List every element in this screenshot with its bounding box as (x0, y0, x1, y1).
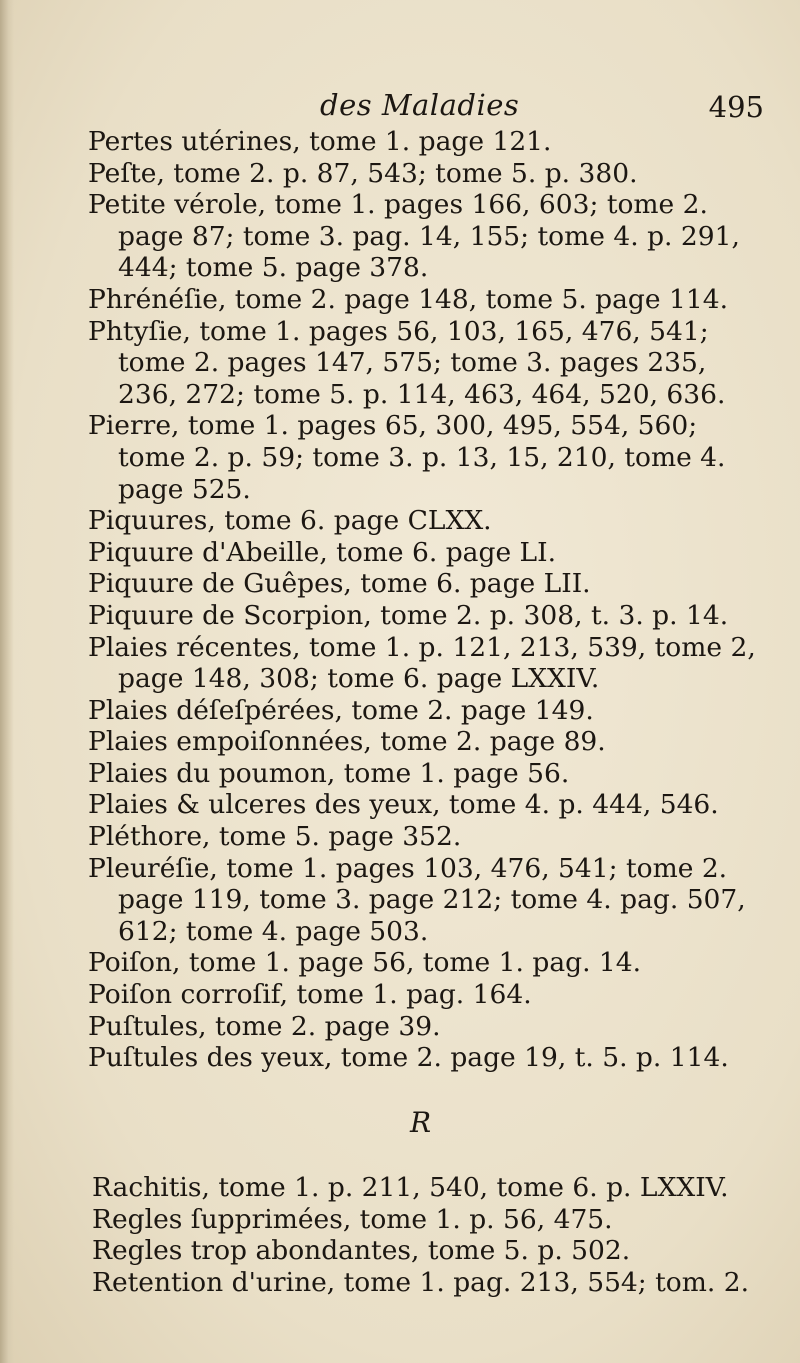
entry-continuation-line: 612; tome 4. page 503. (118, 915, 429, 947)
index-entry (92, 1267, 782, 1299)
entry-line: Petite vérole, tome 1. pages 166, 603; tome 2. (88, 189, 708, 221)
index-entry (92, 1204, 782, 1236)
index-entry (88, 979, 778, 1011)
index-entry (88, 947, 778, 979)
entry-line: Plaies empoiſonnées, tome 2. page 89. (88, 726, 606, 758)
index-entry (88, 158, 778, 190)
index-entry (88, 1042, 778, 1074)
index-entry (88, 284, 778, 316)
index-entries-r (92, 1172, 782, 1298)
entry-line: Plaies du poumon, tome 1. page 56. (88, 757, 570, 789)
index-entry (88, 695, 778, 727)
entry-line: Pléthore, tome 5. page 352. (88, 821, 462, 853)
entry-line: Piquure de Guêpes, tome 6. page LII. (88, 568, 591, 600)
entry-line: Piquure d'Abeille, tome 6. page LI. (88, 536, 557, 568)
index-entry (88, 126, 778, 158)
entry-line: Phtyſie, tome 1. pages 56, 103, 165, 476, 541; (88, 315, 709, 347)
entry-line: Poiſon corroſif, tome 1. pag. 164. (88, 979, 532, 1011)
index-entry (88, 505, 778, 537)
index-entry (88, 821, 778, 853)
entry-line: Peſte, tome 2. p. 87, 543; tome 5. p. 380. (88, 157, 638, 189)
index-entry (88, 410, 778, 505)
entry-continuation-line: page 148, 308; tome 6. page LXXIV. (118, 663, 600, 695)
entry-line: Pertes utérines, tome 1. page 121. (88, 126, 552, 157)
entry-continuation-line: page 525. (118, 473, 251, 505)
entry-line: Puſtules, tome 2. page 39. (88, 1010, 441, 1042)
index-entry (88, 189, 778, 284)
entry-line: Regles trop abondantes, tome 5. p. 502. (92, 1235, 631, 1267)
entry-continuation-line: page 87; tome 3. pag. 14, 155; tome 4. p. 291, (118, 220, 740, 252)
index-entry (88, 600, 778, 632)
index-entry (88, 789, 778, 821)
entry-line: Phrénéſie, tome 2. page 148, tome 5. page 114. (88, 283, 728, 315)
running-head (88, 88, 778, 128)
entry-line: Piquures, tome 6. page CLXX. (88, 505, 492, 537)
entry-line: Plaies déſeſpérées, tome 2. page 149. (88, 694, 594, 726)
entry-line: Rachitis, tome 1. p. 211, 540, tome 6. p. LXXIV. (92, 1172, 729, 1203)
entry-line: Plaies & ulceres des yeux, tome 4. p. 444, 546. (88, 789, 719, 821)
index-entry (88, 632, 778, 695)
page-binding-edge (0, 0, 14, 1363)
entry-continuation-line: 236, 272; tome 5. p. 114, 463, 464, 520, 636. (118, 378, 726, 410)
index-entry (92, 1235, 782, 1267)
entry-line: Pierre, tome 1. pages 65, 300, 495, 554, 560; (88, 410, 698, 442)
entry-continuation-line: 444; tome 5. page 378. (118, 252, 429, 284)
entry-continuation-line: tome 2. p. 59; tome 3. p. 13, 15, 210, tome 4. (118, 441, 726, 473)
entry-continuation-line: tome 2. pages 147, 575; tome 3. pages 235, (118, 347, 707, 379)
index-entry (88, 1011, 778, 1043)
entry-line: Plaies récentes, tome 1. p. 121, 213, 539, tome 2, (88, 631, 756, 663)
index-entry (88, 758, 778, 790)
index-entry (88, 316, 778, 411)
index-entry (88, 853, 778, 948)
index-entries-p (88, 126, 778, 1074)
index-entry (88, 726, 778, 758)
entry-line: Puſtules des yeux, tome 2. page 19, t. 5. p. 114. (88, 1042, 729, 1074)
entry-line: Pleuréſie, tome 1. pages 103, 476, 541; tome 2. (88, 852, 728, 884)
index-entry (88, 568, 778, 600)
entry-line: Regles ſupprimées, tome 1. p. 56, 475. (92, 1203, 613, 1235)
page-number: 495 (708, 90, 764, 124)
running-head-title: des Maladies (320, 88, 520, 122)
entry-continuation-line: page 119, tome 3. page 212; tome 4. pag. 507, (118, 884, 746, 916)
entry-line: Retention d'urine, tome 1. pag. 213, 554; tom. 2. (92, 1266, 750, 1298)
entry-line: Piquure de Scorpion, tome 2. p. 308, t. 3. p. 14. (88, 599, 729, 631)
section-letter: R (410, 1106, 432, 1139)
index-entry (88, 537, 778, 569)
index-entry (92, 1172, 782, 1204)
entry-line: Poiſon, tome 1. page 56, tome 1. pag. 14. (88, 947, 642, 979)
